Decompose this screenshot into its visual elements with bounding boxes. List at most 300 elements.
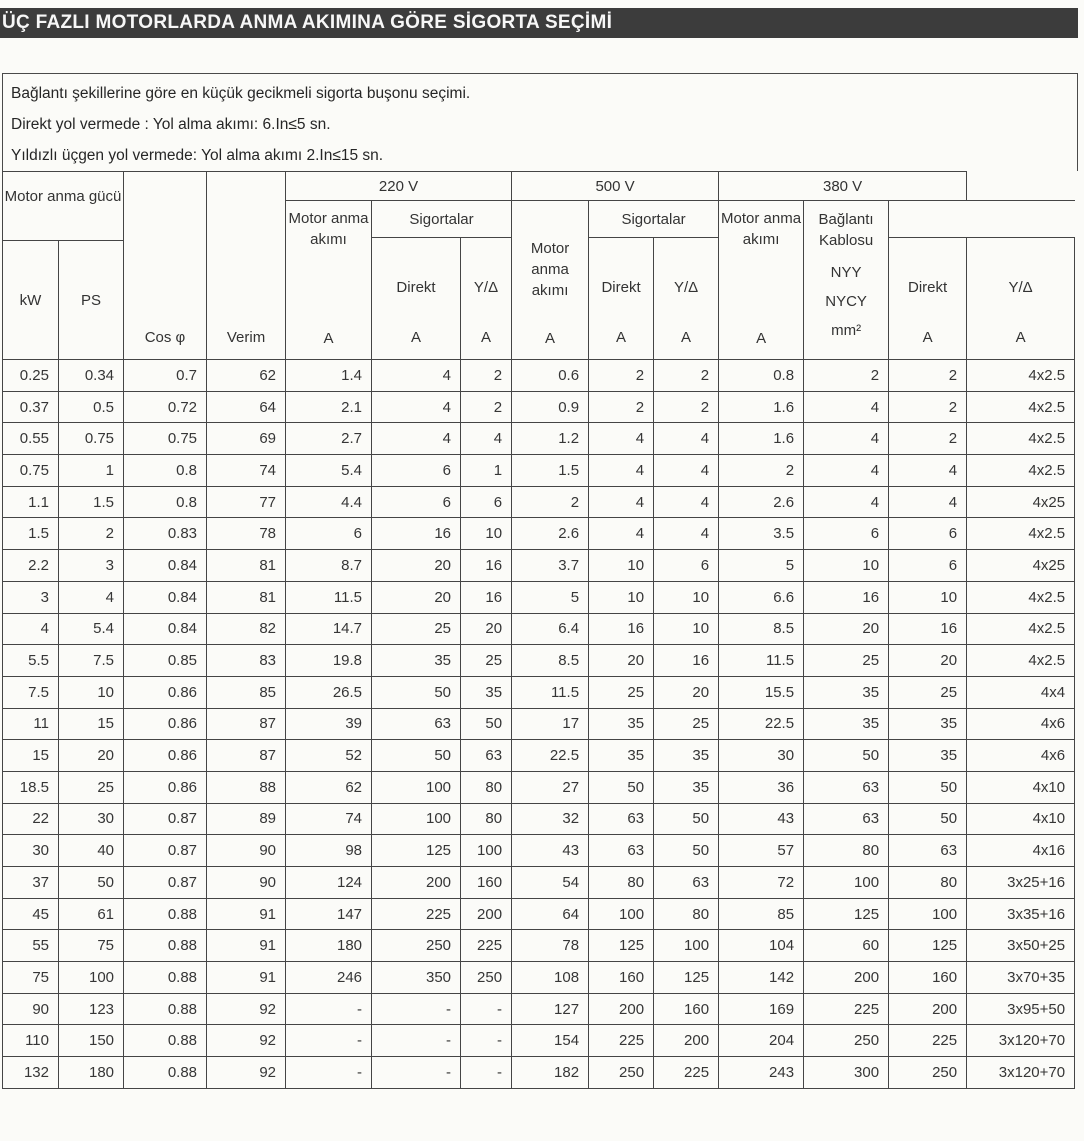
table-cell: 80 [654,898,719,930]
table-cell: 4 [589,518,654,550]
table-cell: 4x2.5 [967,613,1075,645]
page-title: ÜÇ FAZLI MOTORLARDA ANMA AKIMINA GÖRE SİGORTA SEÇİMİ [2,12,613,33]
fuse-selection-table [2,171,1075,1089]
table-cell: 91 [207,898,286,930]
table-cell: 11.5 [719,645,804,677]
table-cell: 250 [589,1057,654,1089]
table-cell: 72 [719,867,804,899]
table-cell: 50 [59,867,124,899]
table-cell: 81 [207,550,286,582]
table-cell: 200 [889,993,967,1025]
table-cell: 10 [589,550,654,582]
table-cell: 2.6 [719,486,804,518]
table-row [3,708,1075,740]
table-cell: 0.84 [124,613,207,645]
header-500-direkt [589,238,654,360]
table-cell: 225 [804,993,889,1025]
header-380v: 380 V [719,172,967,201]
table-row [3,391,1075,423]
table-cell: 54 [512,867,589,899]
table-cell: 0.9 [512,391,589,423]
table-cell: 4 [804,486,889,518]
table-cell: 3x50+25 [967,930,1075,962]
star-delta-label: Y/Δ [673,279,699,296]
table-cell: 100 [461,835,512,867]
table-cell: 2.2 [3,550,59,582]
table-cell: 246 [286,962,372,994]
table-cell: 25 [589,676,654,708]
table-cell: 20 [804,613,889,645]
table-cell: 5.4 [286,455,372,487]
table-cell: 63 [804,803,889,835]
table-cell: 243 [719,1057,804,1089]
table-cell: 4 [654,455,719,487]
table-cell: 92 [207,1057,286,1089]
table-cell: 154 [512,1025,589,1057]
table-cell: 100 [372,803,461,835]
table-cell: 27 [512,771,589,803]
table-cell: 125 [372,835,461,867]
header-row-voltages [3,172,1075,201]
table-cell: 63 [372,708,461,740]
table-cell: 92 [207,1025,286,1057]
table-cell: 11 [3,708,59,740]
table-cell: 160 [654,993,719,1025]
table-cell: 45 [3,898,59,930]
table-cell: 62 [207,360,286,392]
table-cell: 100 [372,771,461,803]
unit-amp: A [411,328,422,346]
unit-amp: A [545,330,556,347]
table-cell: 125 [889,930,967,962]
table-cell: 4x2.5 [967,581,1075,613]
table-cell: - [286,993,372,1025]
table-row [3,518,1075,550]
table-cell: 160 [589,962,654,994]
table-cell: 6 [372,486,461,518]
cable-unit: mm² [831,322,862,339]
table-cell: 10 [589,581,654,613]
table-cell: 3x95+50 [967,993,1075,1025]
table-cell: 2 [654,360,719,392]
table-cell: 0.8 [124,486,207,518]
table-cell: 8.5 [512,645,589,677]
table-cell: - [286,1025,372,1057]
table-cell: 6 [889,518,967,550]
table-cell: 150 [59,1025,124,1057]
header-220-yd [461,238,512,360]
table-cell: 0.88 [124,993,207,1025]
table-cell: - [372,1057,461,1089]
table-cell: 1.1 [3,486,59,518]
table-cell: 20 [589,645,654,677]
table-cell: 250 [461,962,512,994]
header-cos-phi: Cos φ [124,172,207,360]
header-220-motor-current [286,201,372,360]
table-cell: 37 [3,867,59,899]
table-cell: 63 [589,803,654,835]
table-cell: 4x25 [967,550,1075,582]
table-cell: 4 [3,613,59,645]
table-cell: 35 [889,708,967,740]
table-cell: 200 [372,867,461,899]
table-cell: 25 [59,771,124,803]
table-cell: 2.1 [286,391,372,423]
table-cell: 25 [654,708,719,740]
table-cell: 4x10 [967,771,1075,803]
table-cell: 10 [59,676,124,708]
table-cell: 16 [372,518,461,550]
table-cell: 2.6 [512,518,589,550]
table-cell: 250 [889,1057,967,1089]
table-cell: 2 [589,360,654,392]
table-cell: 0.87 [124,835,207,867]
table-cell: 43 [512,835,589,867]
table-cell: 30 [59,803,124,835]
table-cell: 3x120+70 [967,1025,1075,1057]
direkt-label: Direkt [396,279,436,296]
table-cell: 62 [286,771,372,803]
cable-label: Bağlantı Kablosu [818,211,874,249]
table-cell: 80 [804,835,889,867]
table-cell: 3x120+70 [967,1057,1075,1089]
table-cell: 0.86 [124,708,207,740]
title-bar [0,8,1078,38]
table-cell: 15.5 [719,676,804,708]
table-cell: 85 [719,898,804,930]
table-cell: 225 [372,898,461,930]
table-cell: 4 [889,486,967,518]
table-row [3,835,1075,867]
table-cell: 1.5 [512,455,589,487]
unit-amp: A [481,328,492,346]
table-cell: 0.87 [124,803,207,835]
table-cell: 225 [889,1025,967,1057]
table-cell: 180 [59,1057,124,1089]
table-cell: 1.6 [719,391,804,423]
table-cell: 69 [207,423,286,455]
table-cell: - [372,993,461,1025]
table-cell: 6 [286,518,372,550]
table-cell: 0.34 [59,360,124,392]
unit-amp: A [681,328,692,346]
table-row [3,486,1075,518]
table-cell: 5.5 [3,645,59,677]
header-380-yd [967,238,1075,360]
table-cell: 50 [654,803,719,835]
header-380-direkt [889,238,967,360]
table-cell: 225 [654,1057,719,1089]
header-verim: Verim [207,172,286,360]
table-cell: 0.55 [3,423,59,455]
table-cell: 3x25+16 [967,867,1075,899]
table-cell: 90 [207,867,286,899]
table-cell: - [461,1057,512,1089]
table-cell: 16 [889,613,967,645]
header-220-sigortalar: Sigortalar [372,201,512,238]
header-220-direkt [372,238,461,360]
table-cell: 0.86 [124,740,207,772]
table-cell: 4 [654,518,719,550]
table-cell: 132 [3,1057,59,1089]
table-cell: 90 [207,835,286,867]
table-cell: 4x10 [967,803,1075,835]
table-cell: 35 [654,740,719,772]
table-cell: 0.75 [124,423,207,455]
table-cell: 225 [461,930,512,962]
header-500-motor-current [512,201,589,360]
table-body [3,360,1075,1089]
table-cell: 10 [889,581,967,613]
table-cell: 4 [461,423,512,455]
table-cell: 78 [512,930,589,962]
table-cell: 5 [512,581,589,613]
table-cell: 0.85 [124,645,207,677]
table-cell: 35 [654,771,719,803]
table-cell: 39 [286,708,372,740]
table-cell: 2 [589,391,654,423]
table-cell: 74 [207,455,286,487]
table-cell: 4x6 [967,740,1075,772]
table-cell: 52 [286,740,372,772]
table-row [3,962,1075,994]
table-cell: 104 [719,930,804,962]
table-cell: 10 [654,613,719,645]
table-cell: 81 [207,581,286,613]
table-cell: 3 [3,581,59,613]
table-cell: 30 [719,740,804,772]
table-cell: 20 [654,676,719,708]
table-cell: 50 [589,771,654,803]
table-cell: 108 [512,962,589,994]
table-cell: 6 [461,486,512,518]
table-cell: 0.88 [124,1025,207,1057]
table-cell: 50 [889,771,967,803]
table-cell: - [461,993,512,1025]
table-cell: 0.88 [124,1057,207,1089]
table-cell: 50 [654,835,719,867]
table-cell: 204 [719,1025,804,1057]
table-cell: 63 [589,835,654,867]
table-row [3,613,1075,645]
table-cell: 2.7 [286,423,372,455]
table-cell: 3.5 [719,518,804,550]
table-cell: 50 [461,708,512,740]
table-cell: 250 [804,1025,889,1057]
note-line-2: Direkt yol vermede : Yol alma akımı: 6.In≤5 sn. [11,116,331,133]
table-cell: 6.6 [719,581,804,613]
table-cell: 124 [286,867,372,899]
table-cell: 19.8 [286,645,372,677]
table-cell: 18.5 [3,771,59,803]
table-cell: 225 [589,1025,654,1057]
table-cell: 43 [719,803,804,835]
table-cell: 2 [461,360,512,392]
table-cell: 87 [207,708,286,740]
table-cell: 26.5 [286,676,372,708]
table-cell: 4 [372,360,461,392]
table-cell: 4.4 [286,486,372,518]
table-cell: 0.87 [124,867,207,899]
table-cell: 20 [59,740,124,772]
table-cell: 75 [3,962,59,994]
table-cell: 4 [804,391,889,423]
table-cell: 2 [889,360,967,392]
table-cell: 91 [207,962,286,994]
table-cell: 4x2.5 [967,391,1075,423]
table-cell: 4x2.5 [967,423,1075,455]
unit-amp: A [323,330,334,347]
table-cell: 20 [461,613,512,645]
table-cell: 61 [59,898,124,930]
table-cell: 125 [589,930,654,962]
table-cell: 5.4 [59,613,124,645]
table-cell: 1.2 [512,423,589,455]
table-cell: 57 [719,835,804,867]
table-cell: 250 [372,930,461,962]
table-cell: 200 [461,898,512,930]
table-row [3,771,1075,803]
table-row [3,455,1075,487]
table-cell: 10 [461,518,512,550]
table-cell: 0.83 [124,518,207,550]
table-cell: 25 [372,613,461,645]
cable-column-notch [967,172,1075,201]
table-cell: 0.84 [124,581,207,613]
table-cell: 0.6 [512,360,589,392]
table-cell: 36 [719,771,804,803]
table-cell: 4x2.5 [967,518,1075,550]
table-cell: 0.88 [124,930,207,962]
table-cell: 55 [3,930,59,962]
table-cell: 4 [589,423,654,455]
table-cell: 4 [654,486,719,518]
table-cell: 89 [207,803,286,835]
header-500-yd [654,238,719,360]
table-row [3,740,1075,772]
table-cell: 4x2.5 [967,645,1075,677]
table-cell: 0.75 [59,423,124,455]
table-row [3,676,1075,708]
table-cell: 100 [889,898,967,930]
table-cell: 78 [207,518,286,550]
header-kw: kW [3,241,59,360]
table-cell: 80 [461,803,512,835]
table-cell: 200 [804,962,889,994]
table-cell: 15 [3,740,59,772]
table-cell: 0.25 [3,360,59,392]
table-cell: 15 [59,708,124,740]
table-cell: 3.7 [512,550,589,582]
table-cell: 0.72 [124,391,207,423]
table-cell: 35 [889,740,967,772]
table-cell: 80 [461,771,512,803]
table-row [3,867,1075,899]
table-cell: 2 [889,391,967,423]
header-ps: PS [59,241,124,360]
table-cell: 2 [59,518,124,550]
table-cell: 35 [804,708,889,740]
table-cell: 100 [654,930,719,962]
table-cell: 123 [59,993,124,1025]
table-cell: 20 [372,581,461,613]
table-row [3,645,1075,677]
table-cell: 64 [512,898,589,930]
table-cell: 1.5 [3,518,59,550]
table-cell: 90 [3,993,59,1025]
table-row [3,898,1075,930]
table-cell: 100 [59,962,124,994]
table-cell: 83 [207,645,286,677]
table-cell: 350 [372,962,461,994]
table-cell: 35 [461,676,512,708]
table-cell: 64 [207,391,286,423]
table-row [3,550,1075,582]
table-cell: 4 [59,581,124,613]
table-row [3,360,1075,392]
table-row [3,1025,1075,1057]
table-cell: 6 [372,455,461,487]
table-row [3,930,1075,962]
table-cell: 0.8 [719,360,804,392]
table-cell: 125 [804,898,889,930]
table-cell: 4x25 [967,486,1075,518]
table-cell: 2 [889,423,967,455]
table-cell: 25 [461,645,512,677]
table-row [3,803,1075,835]
table-cell: 7.5 [3,676,59,708]
table-cell: 0.7 [124,360,207,392]
table-cell: 110 [3,1025,59,1057]
table-cell: 182 [512,1057,589,1089]
table-cell: - [286,1057,372,1089]
table-cell: 2 [804,360,889,392]
table-cell: 127 [512,993,589,1025]
table-cell: 77 [207,486,286,518]
table-cell: 98 [286,835,372,867]
table-cell: 11.5 [512,676,589,708]
table-row [3,581,1075,613]
table-cell: 4x2.5 [967,455,1075,487]
table-cell: 200 [654,1025,719,1057]
table-cell: 180 [286,930,372,962]
table-cell: 92 [207,993,286,1025]
table-cell: 40 [59,835,124,867]
star-delta-label: Y/Δ [473,279,499,296]
unit-amp: A [756,330,767,347]
table-cell: 125 [654,962,719,994]
table-cell: 0.5 [59,391,124,423]
table-cell: 6 [889,550,967,582]
table-cell: 7.5 [59,645,124,677]
table-cell: 63 [461,740,512,772]
table-cell: 80 [889,867,967,899]
header-motor-power: Motor anma gücü [3,172,124,241]
table-cell: 11.5 [286,581,372,613]
table-cell: 74 [286,803,372,835]
table-cell: 16 [804,581,889,613]
note-line-1: Bağlantı şekillerine göre en küçük gecikmeli sigorta buşonu seçimi. [11,85,471,102]
table-cell: 5 [719,550,804,582]
table-cell: 35 [589,708,654,740]
table-cell: 35 [372,645,461,677]
table-cell: 14.7 [286,613,372,645]
table-cell: 6.4 [512,613,589,645]
header-220v: 220 V [286,172,512,201]
direkt-label: Direkt [601,279,641,296]
table-cell: 1.6 [719,423,804,455]
table-cell: 2 [719,455,804,487]
